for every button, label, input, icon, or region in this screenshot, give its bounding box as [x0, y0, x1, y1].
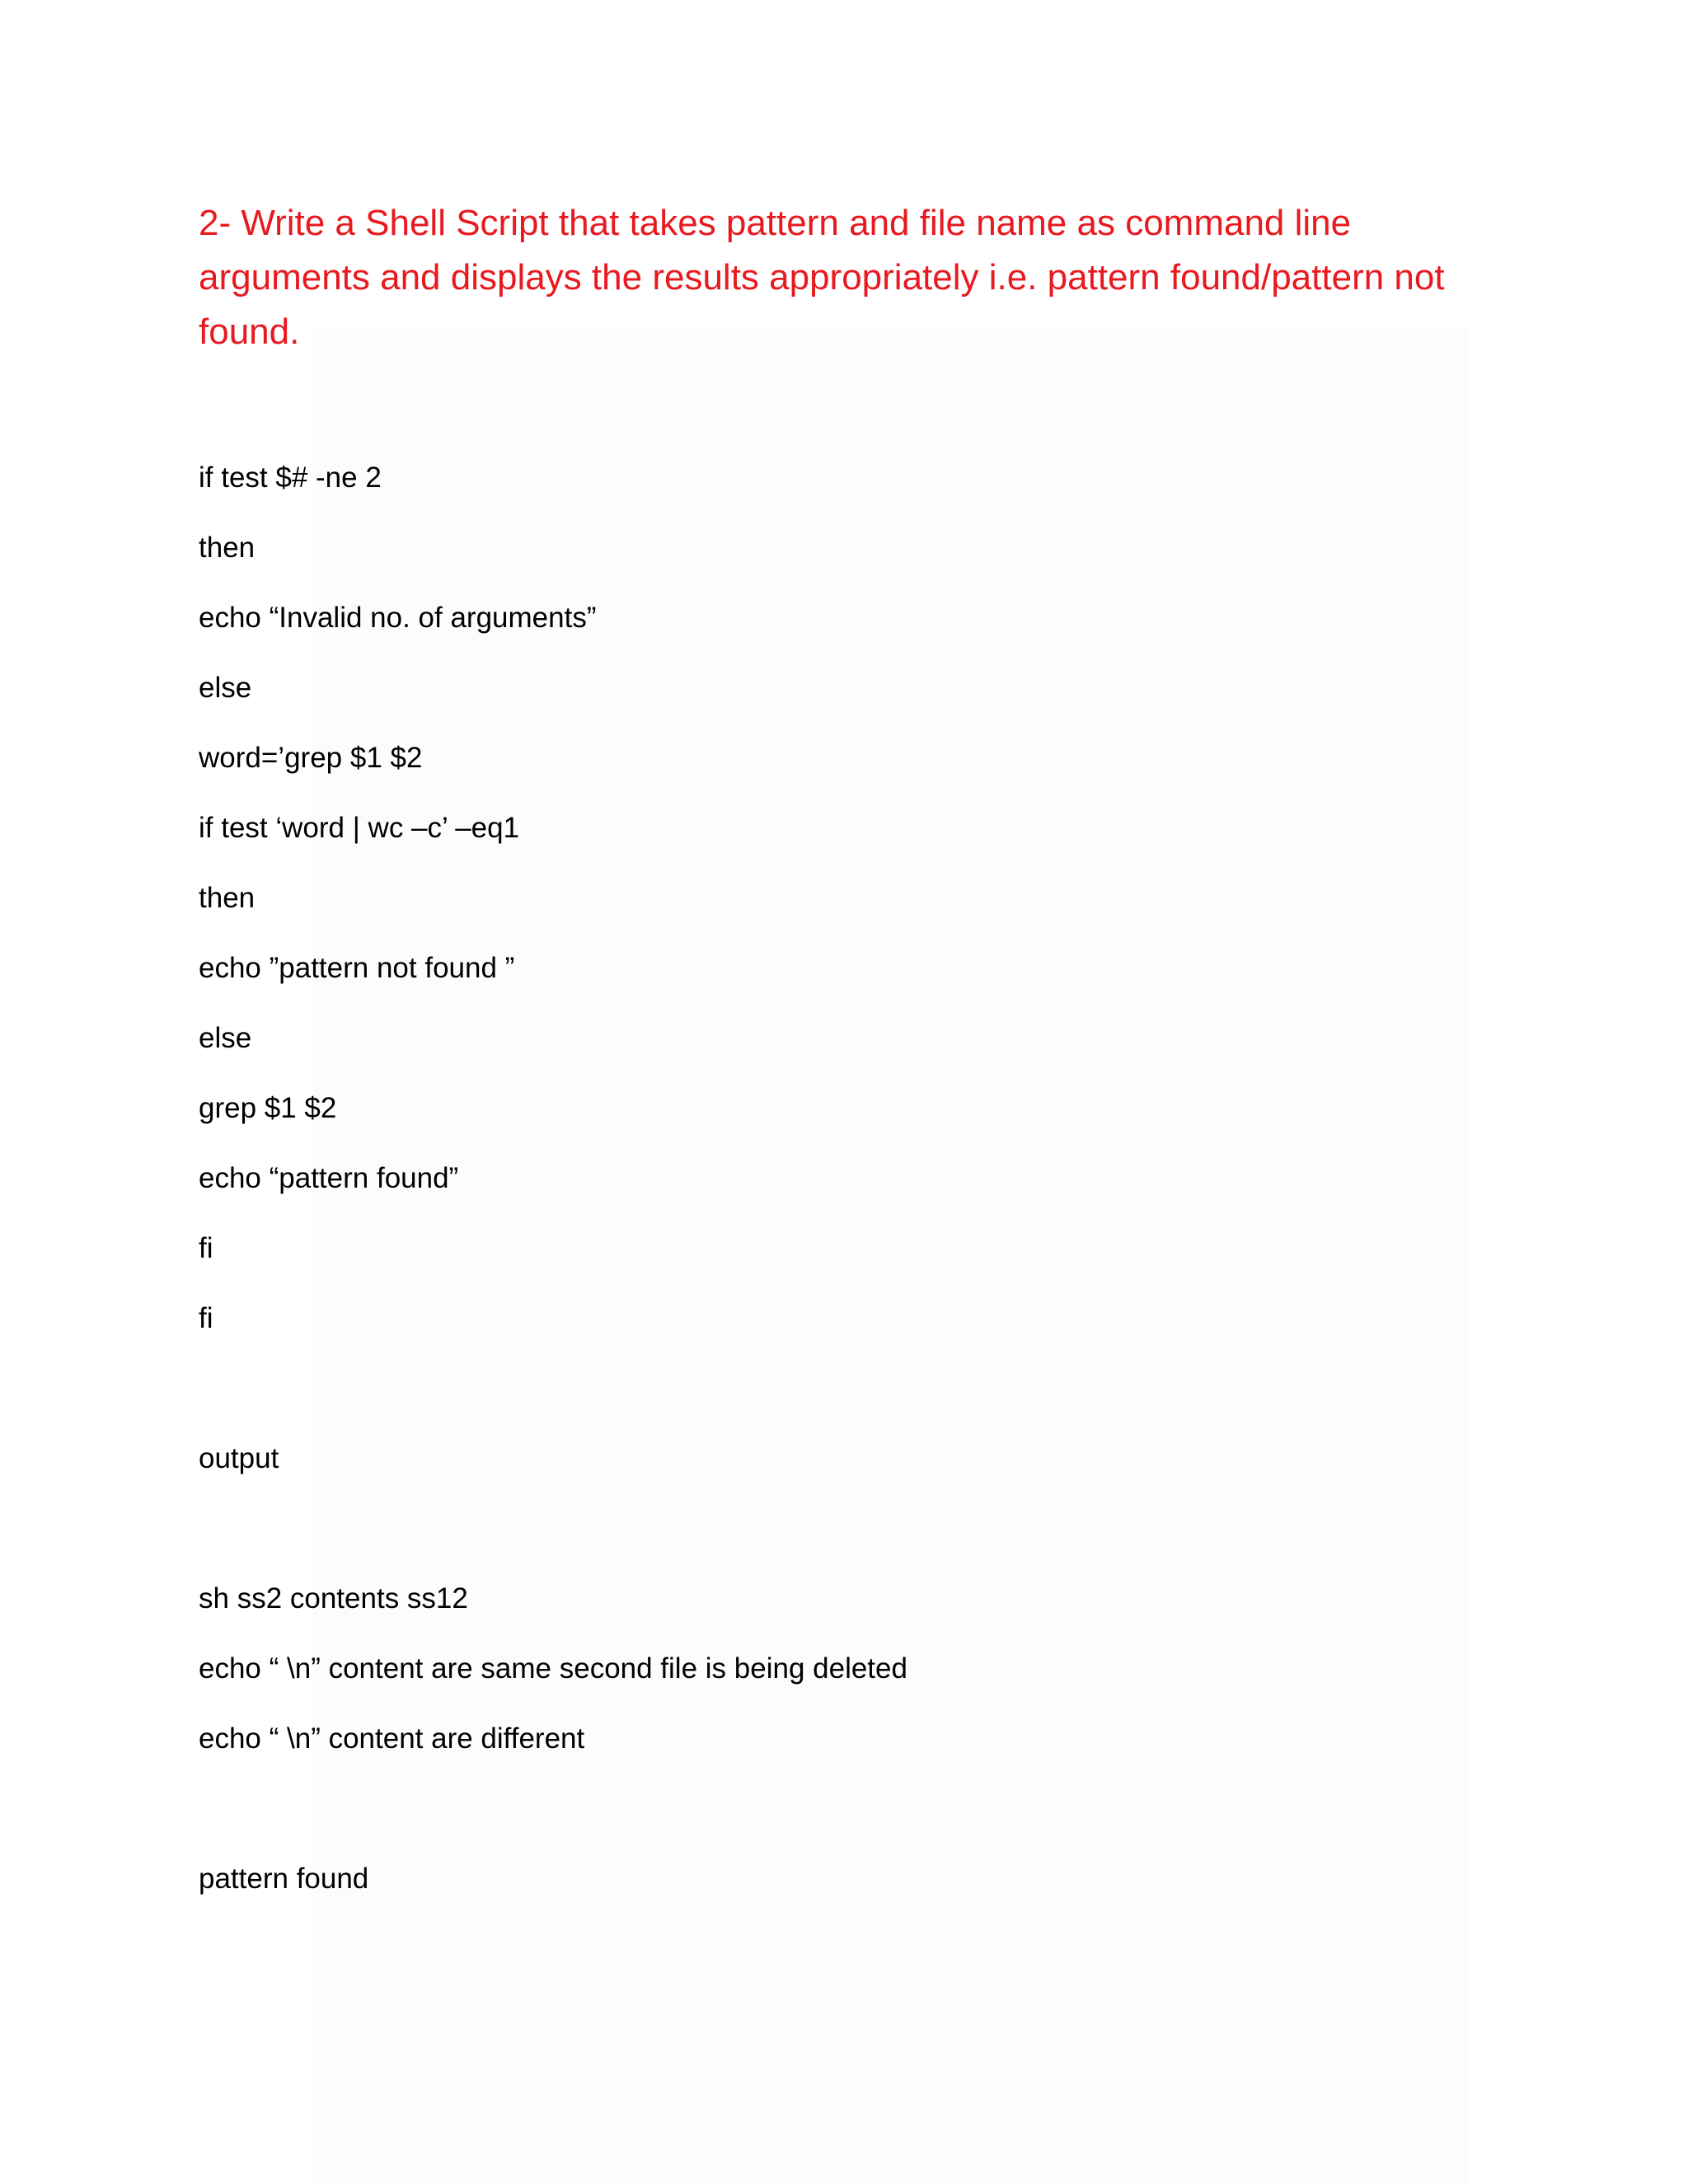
output-line: echo “ \n” content are different [199, 1722, 585, 1755]
output-line: echo “ \n” content are same second file is being deleted [199, 1652, 907, 1685]
question-heading: 2- Write a Shell Script that takes pattern and file name as command line arguments and displays the results appropriately i.e. pattern found/pattern not found. [199, 203, 1445, 352]
script-line: then [199, 532, 256, 564]
script-line: else [199, 672, 252, 704]
script-line: else [199, 1022, 252, 1054]
script-line: then [199, 882, 256, 914]
script-line: if test ‘word | wc –c’ –eq1 [199, 812, 520, 844]
output-line: sh ss2 contents ss12 [199, 1582, 468, 1615]
script-line: echo “pattern found” [199, 1162, 459, 1194]
script-line: echo “Invalid no. of arguments” [199, 602, 597, 634]
script-line: fi [199, 1232, 213, 1264]
result-line: pattern found [199, 1863, 369, 1895]
script-line: if test $# -ne 2 [199, 462, 382, 494]
script-line: word=’grep $1 $2 [199, 742, 423, 774]
output-label: output [199, 1442, 279, 1474]
script-line: grep $1 $2 [199, 1092, 337, 1124]
script-line: echo ”pattern not found ” [199, 952, 515, 984]
script-line: fi [199, 1302, 213, 1334]
